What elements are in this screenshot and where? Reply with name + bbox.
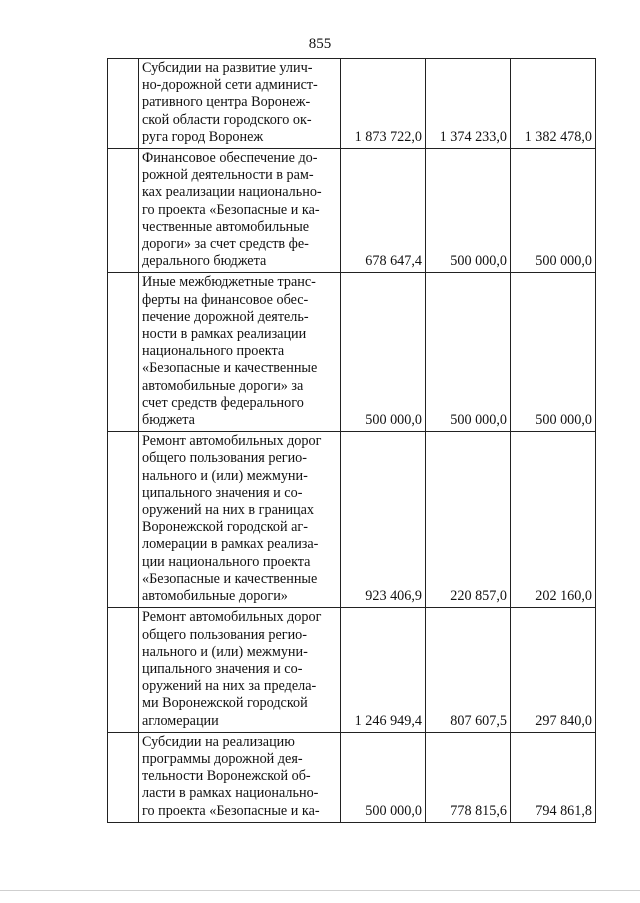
row-code-cell xyxy=(108,149,139,273)
amount-year-1: 1 873 722,0 xyxy=(341,59,426,149)
amount-year-2: 220 857,0 xyxy=(426,432,511,608)
description-line: ративного центра Воронеж- xyxy=(142,94,311,111)
description-line: Ремонт автомобильных дорог xyxy=(142,433,322,450)
row-description xyxy=(139,608,341,732)
amount-year-3: 500 000,0 xyxy=(511,149,596,273)
description-line: автомобильные дороги» xyxy=(142,588,288,605)
description-line: рожной деятельности в рам- xyxy=(142,167,314,184)
row-code-cell xyxy=(108,59,139,149)
description-line: оружений на них за предела- xyxy=(142,678,317,695)
row-description xyxy=(139,149,341,273)
description-line: автомобильные дороги» за xyxy=(142,377,304,394)
description-line: агломерации xyxy=(142,712,219,729)
table-row xyxy=(108,273,596,432)
table-row xyxy=(108,59,596,149)
amount-year-1: 678 647,4 xyxy=(341,149,426,273)
row-description xyxy=(139,732,341,822)
description-line: го проекта «Безопасные и ка- xyxy=(142,201,320,218)
amount-year-2: 500 000,0 xyxy=(426,149,511,273)
description-line: ципального значения и со- xyxy=(142,484,303,501)
amount-year-3: 202 160,0 xyxy=(511,432,596,608)
row-code-cell xyxy=(108,273,139,432)
description-line: тельности Воронежской об- xyxy=(142,768,311,785)
description-line: Субсидии на реализацию xyxy=(142,733,295,750)
row-description xyxy=(139,273,341,432)
description-line: «Безопасные и качественные xyxy=(142,360,318,377)
amount-year-2: 778 815,6 xyxy=(426,732,511,822)
description-line: нального и (или) межмуни- xyxy=(142,643,308,660)
amount-year-2: 1 374 233,0 xyxy=(426,59,511,149)
description-line: счет средств федерального xyxy=(142,394,304,411)
row-code-cell xyxy=(108,432,139,608)
description-line: Иные межбюджетные транс- xyxy=(142,274,316,291)
amount-year-1: 500 000,0 xyxy=(341,273,426,432)
description-line: ности в рамках реализации xyxy=(142,326,307,343)
budget-table xyxy=(107,58,596,823)
description-line: Ремонт автомобильных дорог xyxy=(142,609,322,626)
amount-year-3: 500 000,0 xyxy=(511,273,596,432)
description-line: Субсидии на развитие улич- xyxy=(142,60,313,76)
description-line: национального проекта xyxy=(142,343,285,360)
description-line: го проекта «Безопасные и ка- xyxy=(142,802,320,819)
table-row xyxy=(108,149,596,273)
row-description xyxy=(139,432,341,608)
page-number: 855 xyxy=(308,36,332,52)
description-line: Воронежской городской аг- xyxy=(142,519,308,536)
description-line: руга город Воронеж xyxy=(142,128,264,145)
table-row xyxy=(108,432,596,608)
table-row xyxy=(108,732,596,822)
amount-year-3: 794 861,8 xyxy=(511,732,596,822)
amount-year-1: 1 246 949,4 xyxy=(341,608,426,732)
row-description xyxy=(139,59,341,149)
description-line: общего пользования регио- xyxy=(142,626,307,643)
description-line: нального и (или) межмуни- xyxy=(142,467,308,484)
description-line: ках реализации национально- xyxy=(142,184,322,201)
description-line: дерального бюджета xyxy=(142,253,267,270)
amount-year-1: 500 000,0 xyxy=(341,732,426,822)
description-line: дороги» за счет средств фе- xyxy=(142,236,309,253)
row-code-cell xyxy=(108,608,139,732)
description-line: но-дорожной сети админист- xyxy=(142,77,318,94)
description-line: ции национального проекта xyxy=(142,553,311,570)
row-code-cell xyxy=(108,732,139,822)
description-line: ской области городского ок- xyxy=(142,111,312,128)
description-line: Финансовое обеспечение до- xyxy=(142,150,318,167)
description-line: бюджета xyxy=(142,412,195,429)
description-line: ласти в рамках национально- xyxy=(142,785,319,802)
table-row xyxy=(108,608,596,732)
description-line: ферты на финансовое обес- xyxy=(142,291,309,308)
amount-year-1: 923 406,9 xyxy=(341,432,426,608)
amount-year-2: 807 607,5 xyxy=(426,608,511,732)
amount-year-3: 1 382 478,0 xyxy=(511,59,596,149)
amount-year-2: 500 000,0 xyxy=(426,273,511,432)
description-line: чественные автомобильные xyxy=(142,218,310,235)
description-line: ципального значения и со- xyxy=(142,660,303,677)
description-line: общего пользования регио- xyxy=(142,450,307,467)
description-line: печение дорожной деятель- xyxy=(142,308,309,325)
description-line: ломерации в рамках реализа- xyxy=(142,536,319,553)
description-line: «Безопасные и качественные xyxy=(142,570,318,587)
description-line: программы дорожной дея- xyxy=(142,750,303,767)
description-line: ми Воронежской городской xyxy=(142,695,308,712)
scan-edge-line xyxy=(0,890,640,891)
description-line: оружений на них в границах xyxy=(142,502,315,519)
amount-year-3: 297 840,0 xyxy=(511,608,596,732)
